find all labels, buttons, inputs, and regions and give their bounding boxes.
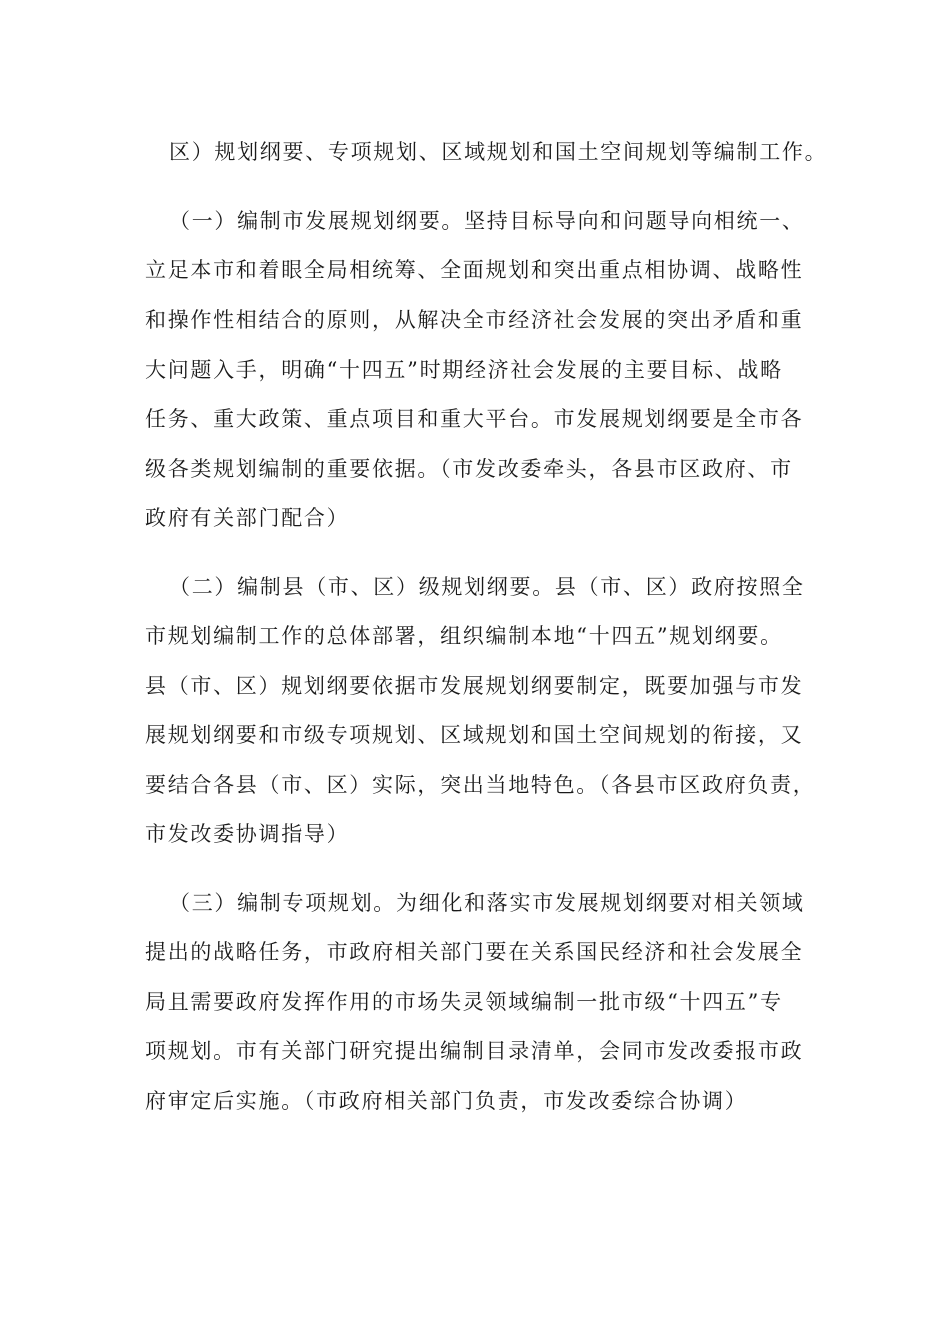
text-line: 展规划纲要和市级专项规划、区域规划和国土空间规划的衔接，又 bbox=[145, 723, 804, 747]
text-line: 区）规划纲要、专项规划、区域规划和国土空间规划等编制工作。 bbox=[169, 140, 828, 164]
text-line: 要结合各县（市、区）实际，突出当地特色。（各县市区政府负责， bbox=[145, 773, 816, 797]
text-line: （三）编制专项规划。为细化和落实市发展规划纲要对相关领域 bbox=[169, 891, 805, 915]
text-line: 任务、重大政策、重点项目和重大平台。市发展规划纲要是全市各 bbox=[145, 407, 804, 431]
text-line: 府审定后实施。（市政府相关部门负责，市发改委综合协调） bbox=[145, 1089, 748, 1113]
text-line: 市规划编制工作的总体部署，组织编制本地“十四五”规划纲要。 bbox=[145, 624, 783, 648]
text-line: 市发改委协调指导） bbox=[145, 822, 350, 846]
text-line: 项规划。市有关部门研究提出编制目录清单，会同市发改委报市政 bbox=[145, 1039, 804, 1063]
text-line: 大问题入手，明确“十四五”时期经济社会发展的主要目标、战略 bbox=[145, 358, 783, 382]
text-line: 提出的战略任务，市政府相关部门要在关系国民经济和社会发展全 bbox=[145, 940, 804, 964]
text-line: 县（市、区）规划纲要依据市发展规划纲要制定，既要加强与市发 bbox=[145, 674, 804, 698]
text-line: 政府有关部门配合） bbox=[145, 506, 350, 530]
text-line: 和操作性相结合的原则，从解决全市经济社会发展的突出矛盾和重 bbox=[145, 308, 804, 332]
text-line: 局且需要政府发挥作用的市场失灵领域编制一批市级“十四五”专 bbox=[145, 990, 783, 1014]
text-line: （一）编制市发展规划纲要。坚持目标导向和问题导向相统一、 bbox=[169, 209, 805, 233]
text-line: 立足本市和着眼全局相统筹、全面规划和突出重点相协调、战略性 bbox=[145, 258, 804, 282]
text-line: 级各类规划编制的重要依据。（市发改委牵头，各县市区政府、市 bbox=[145, 457, 793, 481]
text-line: （二）编制县（市、区）级规划纲要。县（市、区）政府按照全 bbox=[169, 575, 805, 599]
